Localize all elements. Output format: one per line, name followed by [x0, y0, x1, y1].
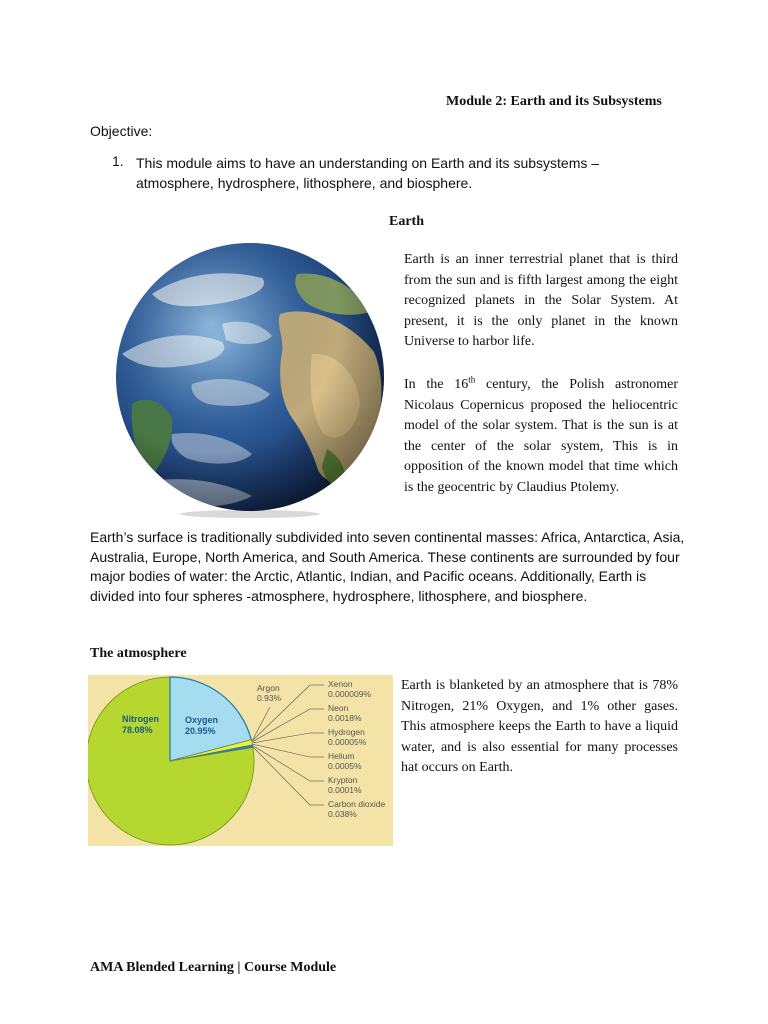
neon-label: Neon — [328, 703, 349, 713]
atmosphere-heading: The atmosphere — [90, 646, 187, 661]
nitrogen-label: Nitrogen — [122, 714, 159, 724]
ordinal-suffix: th — [468, 374, 476, 385]
module-title: Module 2: Earth and its Subsystems — [446, 94, 662, 109]
carbon-dioxide-label: Carbon dioxide — [328, 799, 386, 809]
neon-value: 0.0018% — [328, 713, 362, 723]
atmosphere-pie-chart — [88, 675, 393, 846]
continents-paragraph: Earth’s surface is traditionally subdivided into seven continental masses: Africa, Antarctica, Asia, Australia, Europe, North America, and South America. These continents are surrounded by four major bodies of water: the Arctic, Atlantic, Indian, and Pacific oceans. Additionally, Earth is divided into four spheres -atmosphere, hydrosphere, lithosphere, and biosphere. — [90, 529, 685, 604]
hydrogen-label: Hydrogen — [328, 727, 365, 737]
copernicus-text-start: In the 16 — [404, 377, 469, 392]
argon-label: Argon — [257, 683, 280, 693]
helium-value: 0.0005% — [328, 761, 362, 771]
atmosphere-paragraph: Earth is blanketed by an atmosphere that is 78% Nitrogen, 21% Oxygen, and 1% other gases. This atmosphere keeps the Earth to have a liquid water, and is also essential for many processes hat occurs on Earth. — [401, 678, 678, 775]
earth-globe-image — [112, 234, 388, 520]
carbon-dioxide-value: 0.038% — [328, 809, 357, 819]
argon-value: 0.93% — [257, 693, 282, 703]
copernicus-text-rest: century, the Polish astronomer Nicolaus Copernicus proposed the heliocentric model of the solar system. That is the sun is at the center of the solar system, This is in opposition of the known model that time which is the geocentric by Claudius Ptolemy. — [404, 377, 678, 495]
oxygen-value: 20.95% — [185, 726, 216, 736]
copernicus-paragraph — [404, 375, 678, 498]
nitrogen-value: 78.08% — [122, 725, 153, 735]
krypton-value: 0.0001% — [328, 785, 362, 795]
xenon-value: 0.000009% — [328, 689, 372, 699]
earth-heading: Earth — [389, 214, 424, 229]
objective-item-number: 1. — [112, 153, 124, 169]
helium-label: Helium — [328, 751, 355, 761]
objective-item-text: This module aims to have an understanding on Earth and its subsystems –atmosphere, hydrosphere, lithosphere, and biosphere. — [136, 155, 600, 191]
footer-text: AMA Blended Learning | Course Module — [90, 960, 337, 975]
objective-label: Objective: — [90, 123, 153, 139]
oxygen-label: Oxygen — [185, 715, 219, 725]
xenon-label: Xenon — [328, 679, 353, 689]
krypton-label: Krypton — [328, 775, 358, 785]
earth-description-paragraph: Earth is an inner terrestrial planet that is third from the sun and is fifth largest among the eight recognized planets in the Solar System. At present, it is the only planet in the known Universe to harbor life. — [404, 252, 678, 349]
hydrogen-value: 0.00005% — [328, 737, 367, 747]
